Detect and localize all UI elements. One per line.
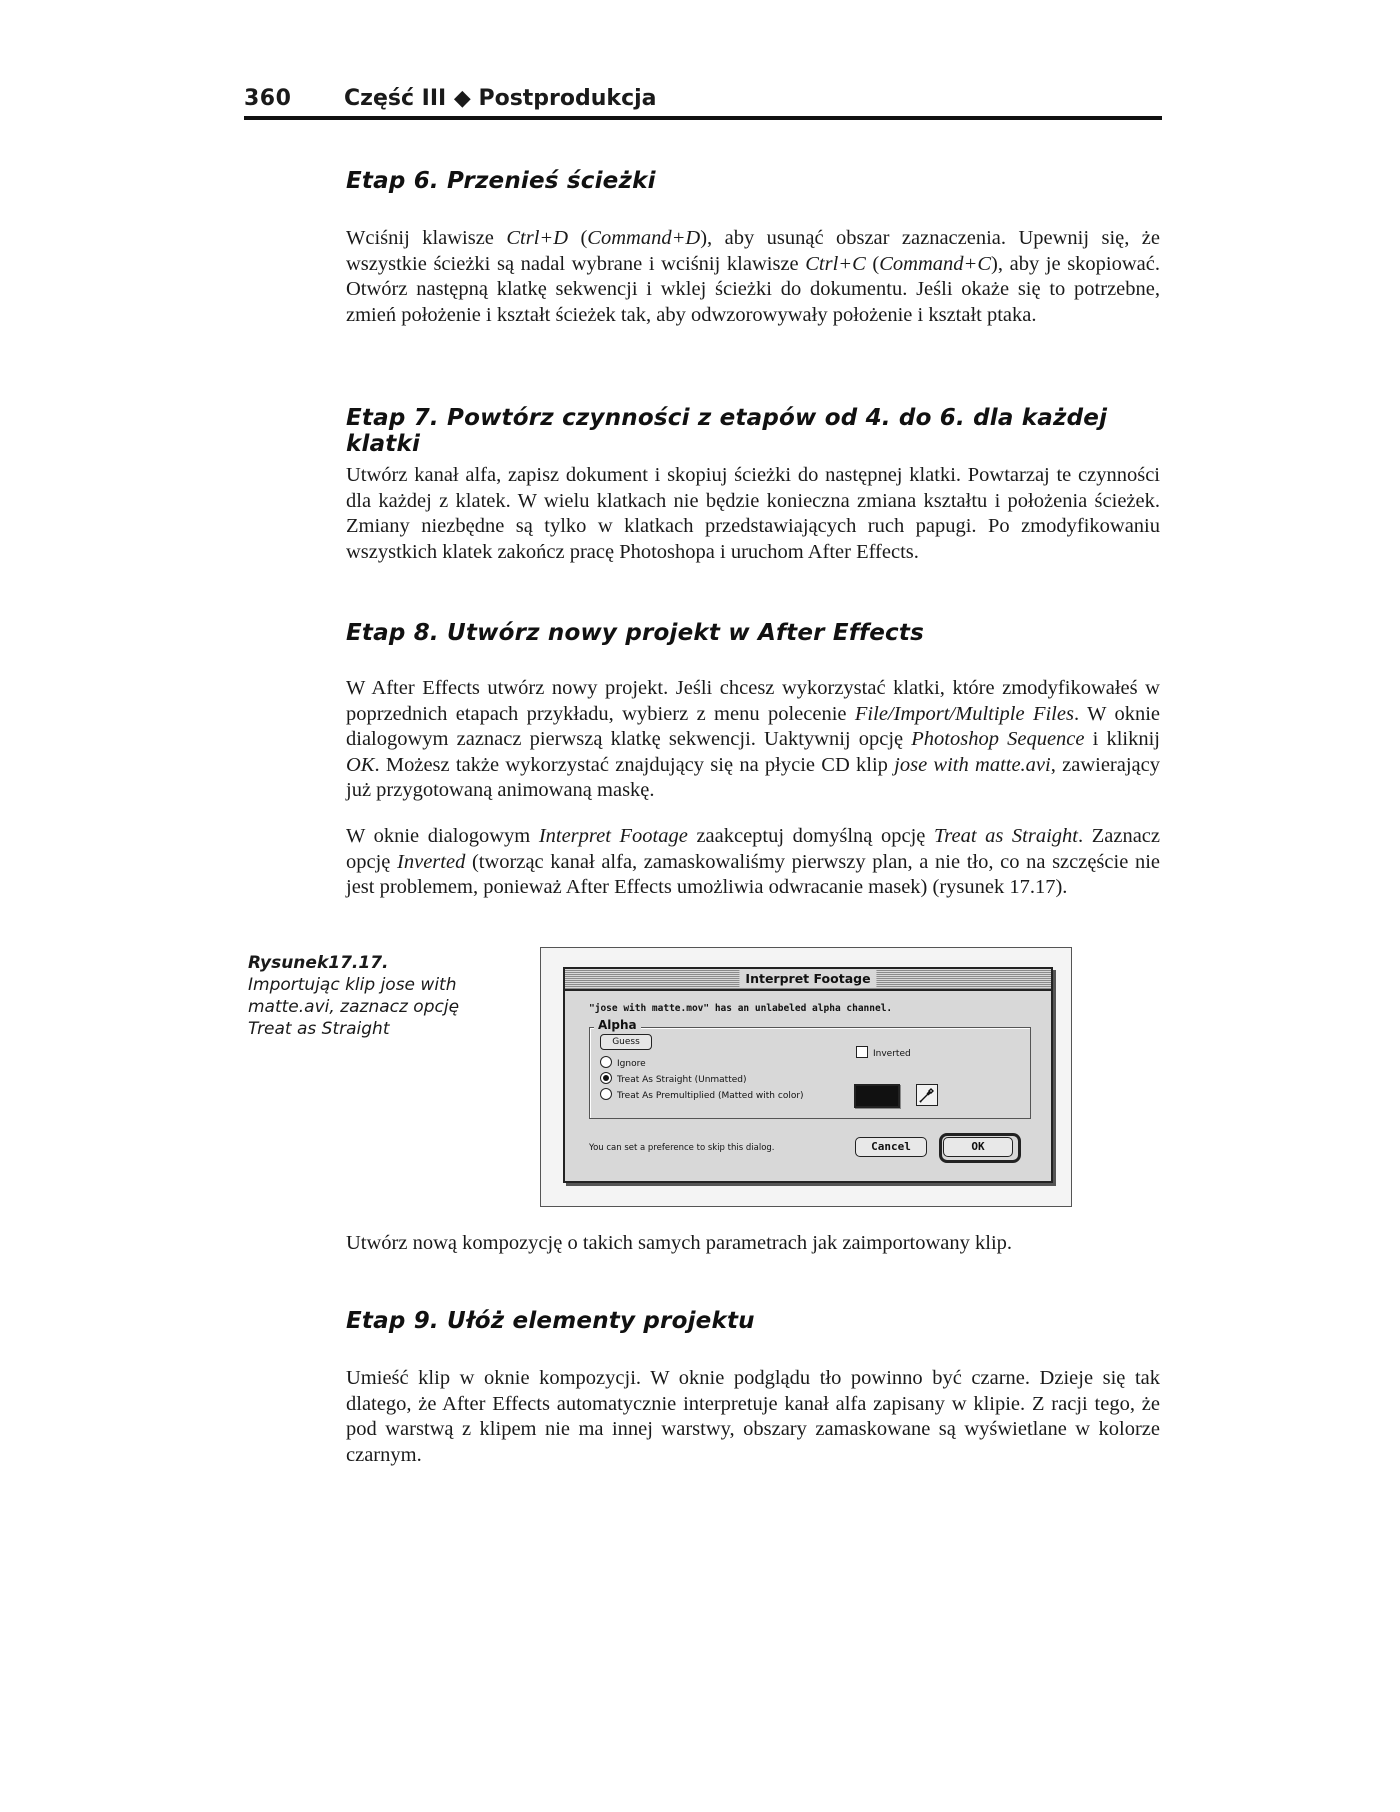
cancel-button[interactable]: Cancel (855, 1137, 927, 1157)
paragraph-etap-6: Wciśnij klawisze Ctrl+D (Command+D), aby usunąć obszar zaznaczenia. Upewnij się, że wszystkie ścieżki są nadal wybrane i wciśnij klawisze Ctrl+C (Command+C), aby je skopiować. Otwórz następną klatkę sekwencji i wklej ścieżki do dokumentu. Jeśli okaże się to potrzebne, zmień położenie i kształt ścieżek tak, aby odwzorowywały położenie i kształt ptaka. (346, 227, 1160, 326)
inverted-checkbox-label: Inverted (873, 1049, 911, 1059)
section-heading-etap-7: Etap 7. Powtórz czynności z etapów od 4. do 6. dla każdej klatki (346, 405, 1108, 457)
radio-treat-as-straight[interactable] (600, 1072, 747, 1086)
figure-caption-text: Importując klip jose with matte.avi, zaznacz opcję Treat as Straight (248, 975, 460, 1039)
paragraph-etap-8-third: Utwórz nową kompozycję o takich samych parametrach jak zaimportowany klip. (346, 1232, 1013, 1254)
dialog-message: "jose with matte.mov" has an unlabeled alpha channel. (589, 1003, 893, 1014)
alpha-group-label: Alpha (594, 1018, 641, 1032)
inverted-checkbox-box (856, 1046, 868, 1058)
figure-caption (248, 952, 478, 1040)
header-rule (244, 116, 1162, 120)
alpha-group (589, 1018, 1031, 1119)
dialog-title: Interpret Footage (739, 970, 876, 987)
section-heading-etap-8: Etap 8. Utwórz nowy projekt w After Effects (346, 620, 924, 646)
paragraph-etap-7: Utwórz kanał alfa, zapisz dokument i skopiuj ścieżki do następnej klatki. Powtarzaj te czynności dla każdej z klatek. W wielu klatkach nie będzie konieczna zmiana kształtu i położenia ścieżek. Zmiany niezbędne są tylko w klatkach przedstawiających ruch papugi. Po zmodyfikowaniu wszystkich klatek zakończ pracę Photoshopa i uruchom After Effects. (346, 464, 1160, 563)
paragraph-etap-9: Umieść klip w oknie kompozycji. W oknie podglądu tło powinno być czarne. Dzieje się tak dlatego, że After Effects automatycznie interpretuje kanał alfa zapisany w klipie. Z racji tego, że pod warstwą z klipem nie ma innej warstwy, obszary zamaskowane są wyświetlane w kolorze czarnym. (346, 1367, 1160, 1466)
paragraph-etap-8-second: W oknie dialogowym Interpret Footage zaakceptuj domyślną opcję Treat as Straight. Zaznacz opcję Inverted (tworząc kanał alfa, zamaskowaliśmy pierwszy plan, a nie tło, co na szczęście nie jest problemem, ponieważ After Effects umożliwia odwracanie masek) (rysunek 17.17). (346, 825, 1161, 898)
section-heading-etap-6: Etap 6. Przenieś ścieżki (346, 168, 656, 194)
radio-treat-as-straight-indicator (600, 1072, 612, 1084)
interpret-footage-dialog (563, 967, 1053, 1183)
figure-caption-label: Rysunek17.17. (248, 953, 389, 973)
section-heading-etap-9: Etap 9. Ułóż elementy projektu (346, 1308, 755, 1334)
radio-ignore[interactable] (600, 1056, 646, 1070)
ok-button[interactable]: OK (943, 1137, 1013, 1157)
radio-ignore-indicator (600, 1056, 612, 1068)
dialog-titlebar[interactable] (565, 969, 1051, 991)
radio-treat-as-premultiplied[interactable] (600, 1088, 804, 1102)
eyedropper-icon[interactable] (916, 1084, 938, 1106)
eyedropper-icon-graphic (917, 1085, 937, 1105)
part-title: Część III ◆ Postprodukcja (344, 86, 657, 111)
radio-treat-as-straight-label: Treat As Straight (Unmatted) (617, 1075, 747, 1085)
matte-color-swatch[interactable] (854, 1084, 900, 1108)
radio-treat-as-premultiplied-indicator (600, 1088, 612, 1100)
paragraph-etap-8-first: W After Effects utwórz nowy projekt. Jeśli chcesz wykorzystać klatki, które zmodyfikowałeś w poprzednich etapach przykładu, wybierz z menu polecenie File/Import/Multiple Files. W oknie dialogowym zaznacz pierwszą klatkę sekwencji. Uaktywnij opcję Photoshop Sequence i kliknij OK. Możesz także wykorzystać znajdujący się na płycie CD klip jose with matte.avi, zawierający już przygotowaną animowaną maskę. (346, 677, 1160, 801)
figure-screenshot (540, 947, 1072, 1207)
guess-button[interactable]: Guess (600, 1034, 652, 1050)
dialog-hint: You can set a preference to skip this dialog. (589, 1143, 775, 1153)
radio-ignore-label: Ignore (617, 1059, 646, 1069)
page-number: 360 (244, 86, 292, 111)
inverted-checkbox[interactable] (856, 1046, 911, 1061)
running-header (244, 86, 1162, 120)
radio-treat-as-premultiplied-label: Treat As Premultiplied (Matted with color) (617, 1091, 804, 1101)
